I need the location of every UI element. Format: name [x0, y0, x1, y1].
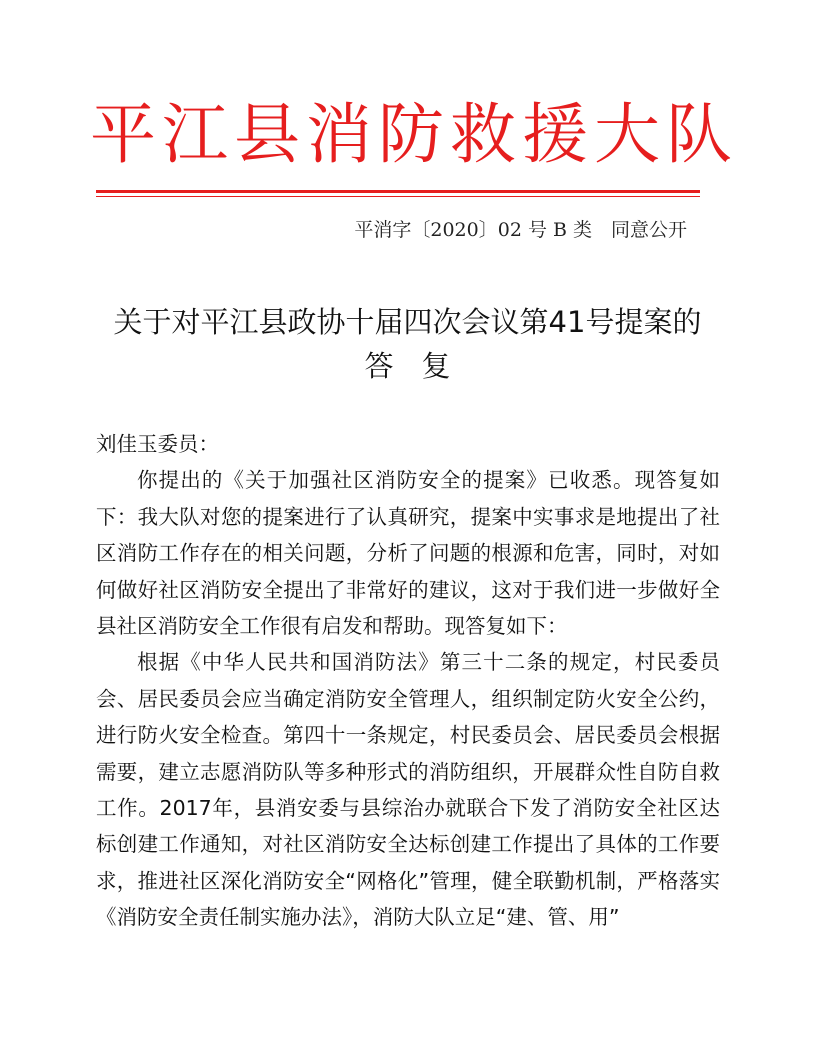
document-title-line-1: 关于对平江县政协十届四次会议第41号提案的: [113, 305, 702, 339]
letter-body: [96, 426, 720, 936]
salutation: 刘佳玉委员：: [96, 432, 219, 456]
body-paragraph-2: 根据《中华人民共和国消防法》第三十二条的规定，村民委员会、居民委员会应当确定消防安全管理人，组织制定防火安全公约，进行防火安全检查。第四十一条规定，村民委员会、居民委员会根据需要，建立志愿消防队等多种形式的消防组织，开展群众性自防自救工作。2017年，县消安委与县综治办就联合下发了消防安全社区达标创建工作通知，对社区消防安全达标创建工作提出了具体的工作要求，推进社区深化消防安全“网格化”管理，健全联勤机制，严格落实《消防安全责任制实施办法》，消防大队立足“建、管、用”: [96, 650, 720, 930]
document-number: 平消字〔2020〕02 号 B 类 同意公开: [354, 219, 687, 241]
document-title-line-2: 答复: [364, 349, 479, 383]
masthead-rule-thin: [96, 196, 700, 197]
body-paragraph-1: 你提出的《关于加强社区消防安全的提案》已收悉。现答复如下：我大队对您的提案进行了认真研究，提案中实事求是地提出了社区消防工作存在的相关问题，分析了问题的根源和危害，同时，对如何做好社区消防安全提出了非常好的建议，这对于我们进一步做好全县社区消防安全工作很有启发和帮助。现答复如下：: [96, 468, 720, 639]
masthead-rule-thick: [96, 190, 700, 193]
agency-masthead: 平江县消防救援大队: [90, 96, 738, 173]
